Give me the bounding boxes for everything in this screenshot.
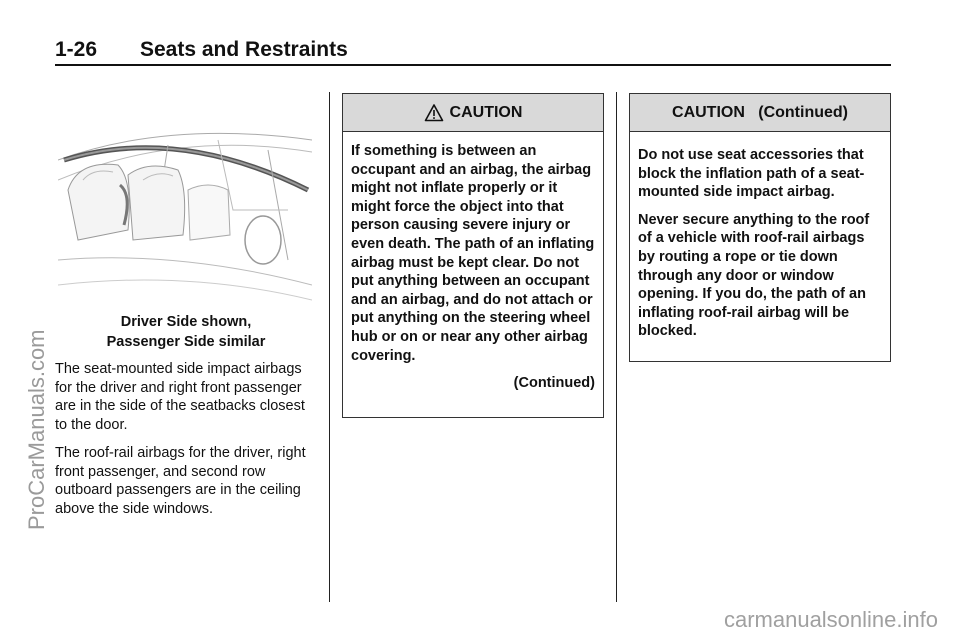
body-text	[55, 360, 317, 528]
caution-text: If something is between an occupant and an airbag, the airbag might not inflate properly or it might force the object into that person causing severe injury or even death. The path of an inflating airbag must be kept clear. Do not put anything between an occupant and an airbag, and do not attach or put anything on the steering wheel hub or on or near any other airbag covering.	[351, 143, 595, 364]
page-number: 1-26	[55, 38, 98, 61]
caution-box	[342, 93, 604, 418]
body-paragraph-2: The roof-rail airbags for the driver, right front passenger, and second row outboard passengers are in the ceiling above the side windows.	[55, 445, 306, 517]
caution-continued-box	[629, 93, 891, 362]
caution-body	[343, 132, 603, 403]
caution-title: CAUTION	[449, 103, 523, 121]
caution-continued-title: CAUTION (Continued)	[672, 103, 848, 121]
column-divider-left	[329, 92, 330, 602]
caution-continued-header	[630, 94, 890, 132]
caption-line-2: Passenger Side similar	[106, 334, 266, 350]
page-header	[55, 38, 891, 66]
caution-continued-paragraph-2: Never secure anything to the roof of a vehicle with roof-rail airbags by routing a rope or tie down through any door or window opening. If you do, the path of an inflating roof-rail airbag will be blocked.	[638, 211, 870, 340]
caution-continued-body	[630, 132, 890, 360]
caution-header	[343, 94, 603, 132]
side-watermark: ProCarManuals.com	[24, 329, 49, 530]
continued-label: (Continued)	[513, 375, 595, 392]
bottom-watermark: carmanualsonline.info	[723, 607, 938, 632]
body-paragraph-1: The seat-mounted side impact airbags for the driver and right front passenger are in the side of the seatbacks closest to the door.	[55, 361, 305, 433]
figure-caption	[58, 312, 314, 352]
caution-continued-paragraph-1: Do not use seat accessories that block the inflation path of a seat-mounted side impact airbag.	[638, 147, 865, 201]
warning-triangle-icon	[424, 103, 444, 123]
section-title: Seats and Restraints	[140, 38, 348, 61]
airbag-illustration	[58, 100, 312, 310]
column-divider-right	[616, 92, 617, 602]
caption-line-1: Driver Side shown,	[120, 314, 252, 330]
